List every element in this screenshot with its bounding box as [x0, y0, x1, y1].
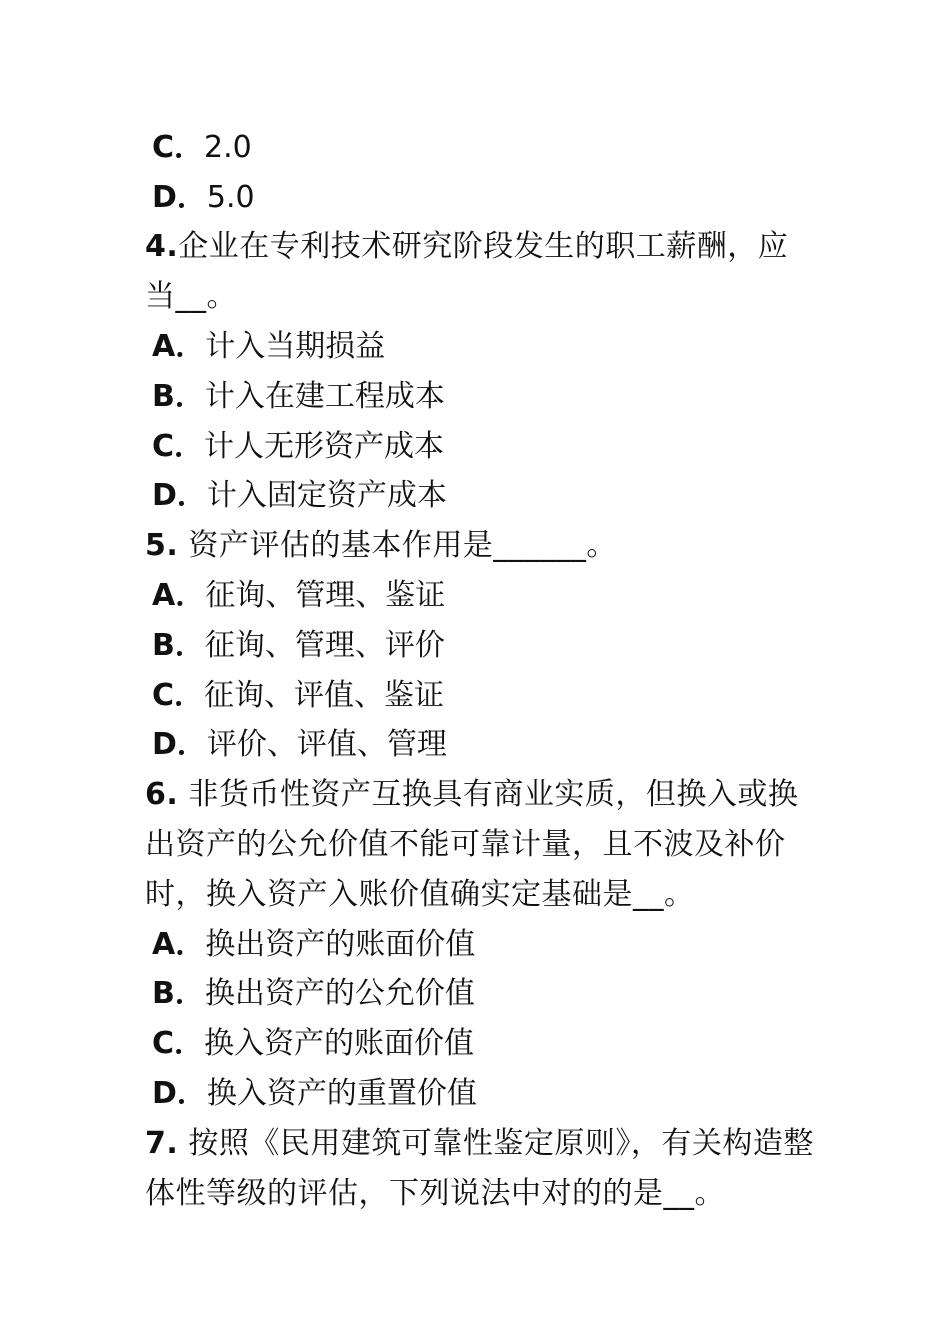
question-5 [145, 521, 815, 571]
question-7 [145, 1119, 815, 1219]
option-text: 计入在建工程成本 [204, 379, 445, 414]
option-letter: A． [152, 927, 206, 962]
option-text: 征询、管理、评价 [204, 628, 445, 663]
question-number: 6. [145, 777, 179, 812]
option-text: 征询、评值、鉴证 [204, 678, 445, 713]
option-a [152, 571, 832, 621]
option-letter: A． [152, 578, 206, 613]
option-letter: C． [152, 429, 205, 464]
option-letter: C． [152, 678, 205, 713]
question-4 [145, 222, 815, 322]
option-text: 2.0 [204, 130, 252, 165]
question-text: 按照《民用建筑可靠性鉴定原则》，有关构造整体性等级的评估，下列说法中对的的是__。 [145, 1126, 814, 1211]
option-text: 5.0 [206, 180, 255, 215]
option-a [152, 322, 832, 372]
option-text: 换出资产的公允价值 [204, 976, 475, 1011]
option-d [152, 173, 832, 223]
question-text: 企业在专利技术研究阶段发生的职工薪酬，应当__。 [145, 229, 789, 314]
option-text: 评价、评值、管理 [206, 727, 447, 762]
option-letter: B． [152, 976, 205, 1011]
question-text: 资产评估的基本作用是______。 [178, 528, 617, 563]
option-letter: B． [152, 379, 205, 414]
option-letter: C． [152, 130, 205, 165]
option-letter: A． [152, 329, 206, 364]
option-d [152, 1069, 832, 1119]
option-d [152, 720, 832, 770]
option-c [152, 123, 832, 173]
option-b [152, 372, 832, 422]
option-text: 换入资产的账面价值 [204, 1026, 475, 1061]
option-letter: D． [152, 727, 207, 762]
option-text: 计入当期损益 [205, 329, 386, 364]
option-letter: C． [152, 1026, 205, 1061]
question-number: 4. [145, 229, 179, 264]
option-c [152, 422, 832, 472]
option-c [152, 1019, 832, 1069]
option-b [152, 969, 832, 1019]
option-letter: D． [152, 180, 207, 215]
option-a [152, 920, 832, 970]
option-c [152, 671, 832, 721]
question-text: 非货币性资产互换具有商业实质，但换入或换出资产的公允价值不能可靠计量，且不波及补价时，换入资产入账价值确实定基础是__。 [145, 777, 799, 912]
option-text: 换出资产的账面价值 [205, 927, 476, 962]
question-6 [145, 770, 815, 920]
option-letter: D． [152, 1076, 207, 1111]
option-text: 换入资产的重置价值 [206, 1076, 477, 1111]
option-letter: B． [152, 628, 205, 663]
option-text: 征询、管理、鉴证 [205, 578, 446, 613]
question-number: 7. [145, 1126, 179, 1161]
option-letter: D． [152, 478, 207, 513]
option-d [152, 471, 832, 521]
question-number: 5. [145, 528, 179, 563]
option-text: 计入固定资产成本 [206, 478, 447, 513]
option-text: 计人无形资产成本 [204, 429, 445, 464]
option-b [152, 621, 832, 671]
